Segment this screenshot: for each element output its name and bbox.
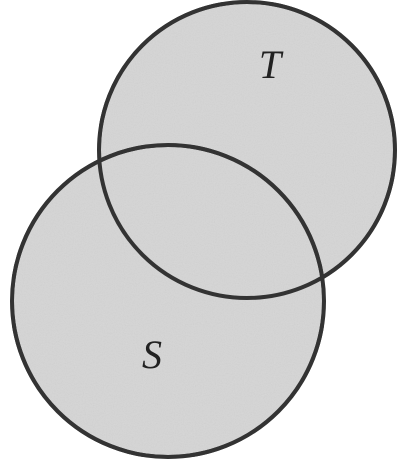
set-s-label: S [142, 332, 162, 377]
set-t-label: T [258, 42, 282, 87]
